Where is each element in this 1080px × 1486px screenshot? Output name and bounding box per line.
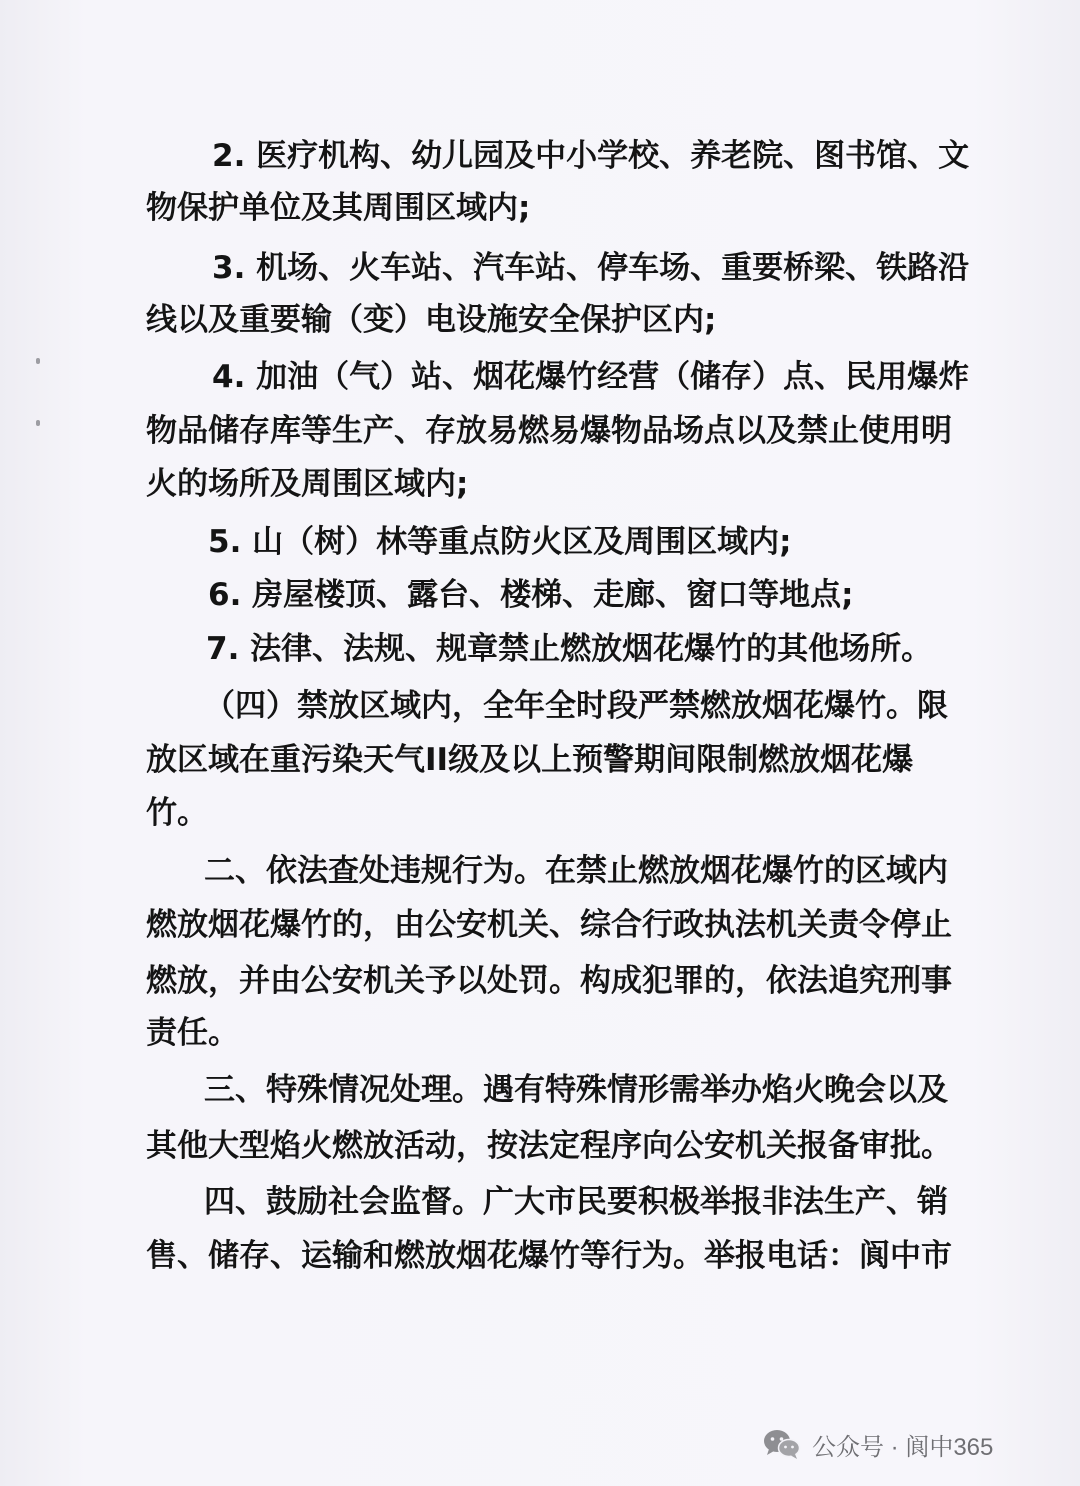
text-line: 2. 医疗机构、幼儿园及中小学校、养老院、图书馆、文 (212, 138, 970, 174)
text-line: 6. 房屋楼顶、露台、楼梯、走廊、窗口等地点; (208, 577, 854, 613)
text-line: 其他大型焰火燃放活动，按法定程序向公安机关报备审批。 (146, 1128, 952, 1164)
text-line: 物保护单位及其周围区域内; (146, 190, 531, 226)
wechat-icon (762, 1427, 802, 1461)
text-line: 四、鼓励社会监督。广大市民要积极举报非法生产、销 (204, 1184, 948, 1220)
watermark-text: 公众号 · 阆中365 (812, 1433, 994, 1461)
watermark (762, 1424, 993, 1464)
text-line: 三、特殊情况处理。遇有特殊情形需举办焰火晚会以及 (204, 1072, 948, 1108)
text-line: 燃放，并由公安机关予以处罚。构成犯罪的，依法追究刑事 (146, 963, 952, 999)
text-line: 物品储存库等生产、存放易燃易爆物品场点以及禁止使用明 (146, 413, 952, 449)
text-line: 放区域在重污染天气II级及以上预警期间限制燃放烟花爆 (146, 742, 914, 778)
text-line: 火的场所及周围区域内; (146, 466, 469, 502)
text-line: 燃放烟花爆竹的，由公安机关、综合行政执法机关责令停止 (146, 907, 952, 943)
text-line: 竹。 (146, 795, 208, 831)
text-line: 5. 山（树）林等重点防火区及周围区域内; (208, 524, 792, 560)
text-line: 责任。 (146, 1015, 239, 1051)
text-line: 3. 机场、火车站、汽车站、停车场、重要桥梁、铁路沿 (212, 250, 970, 286)
punch-mark (36, 420, 40, 426)
text-line: （四）禁放区域内，全年全时段严禁燃放烟花爆竹。限 (204, 688, 948, 724)
text-line: 线以及重要输（变）电设施安全保护区内; (146, 302, 717, 338)
text-line: 二、依法查处违规行为。在禁止燃放烟花爆竹的区域内 (204, 853, 948, 889)
text-line: 7. 法律、法规、规章禁止燃放烟花爆竹的其他场所。 (206, 631, 933, 667)
text-line: 售、储存、运输和燃放烟花爆竹等行为。举报电话：阆中市 (146, 1238, 952, 1274)
punch-mark (36, 358, 40, 364)
text-line: 4. 加油（气）站、烟花爆竹经营（储存）点、民用爆炸 (212, 359, 970, 395)
